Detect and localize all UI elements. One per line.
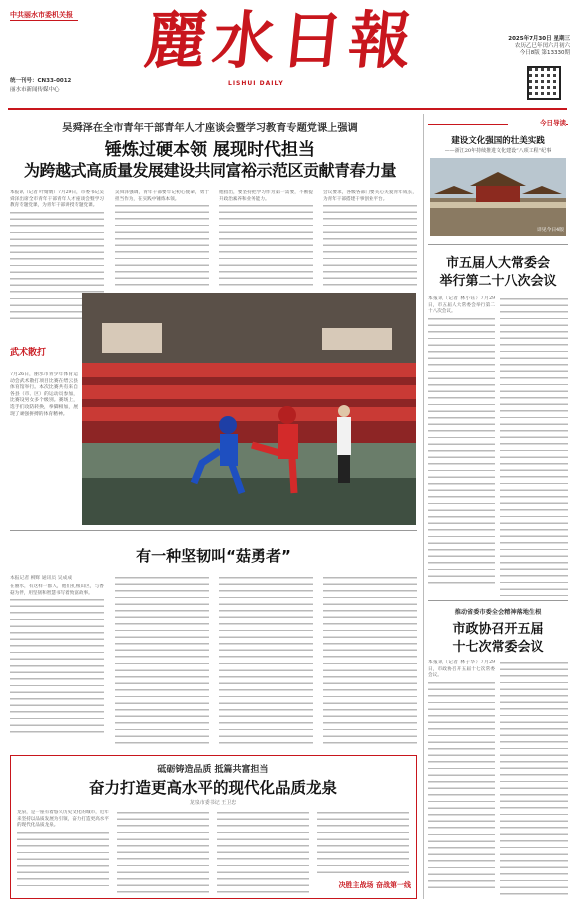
feature-col-1 bbox=[10, 584, 104, 744]
highlight-col-4 bbox=[317, 810, 409, 876]
text-lines bbox=[10, 597, 104, 737]
npc-story-col-2 bbox=[500, 296, 568, 596]
cppcc-story-col-2 bbox=[500, 660, 568, 898]
lead-column-1-text: 本报讯（记者 叶婧婧）7月29日，市委书记吴舜泽出席全市青年干部青年人才座谈会暨学习教育专题党课，为青年干部讲授专题党课。 bbox=[10, 190, 104, 209]
cppcc-story-col-1 bbox=[428, 660, 495, 898]
feature-col-3 bbox=[219, 575, 313, 745]
photo-caption-box bbox=[10, 345, 78, 515]
issuer-label: 丽水市新闻传媒中心 bbox=[10, 87, 60, 93]
feature-title: 有一种坚韧叫“菇勇者” bbox=[136, 547, 291, 565]
vertical-divider bbox=[423, 114, 424, 899]
text-lines bbox=[428, 680, 495, 892]
lunar-date: 农历乙巳年闰六月初六 bbox=[514, 43, 570, 49]
main-headline-1: 锤炼过硬本领 展现时代担当 bbox=[105, 140, 315, 160]
date-line: 2025年7月30日 星期三 bbox=[508, 36, 570, 42]
feature-col-4 bbox=[323, 575, 417, 745]
highlight-col-2 bbox=[117, 810, 209, 894]
highlight-story-box bbox=[10, 755, 417, 899]
date-block bbox=[470, 36, 570, 57]
issn-label: 统一刊号：CN33-0012 bbox=[10, 78, 72, 84]
cppcc-story-kicker: 推动省委市委全会精神落地生根 bbox=[454, 609, 542, 616]
text-lines bbox=[428, 316, 495, 586]
lead-column-4 bbox=[323, 190, 417, 290]
text-lines bbox=[115, 203, 209, 289]
guide-box bbox=[428, 114, 568, 241]
palace-photo-svg bbox=[430, 158, 566, 236]
divider bbox=[10, 530, 417, 531]
masthead bbox=[0, 0, 575, 108]
divider bbox=[428, 600, 568, 601]
highlight-byline: 龙泉市委书记 王卫忠 bbox=[189, 800, 237, 806]
npc-story-col-1 bbox=[428, 296, 495, 596]
feature-body-text: 在丽水，有这样一群人，他们扎根山区，与香菇为伴，用坚韧和智慧书写着致富故事。 bbox=[10, 584, 104, 596]
highlight-kicker: 砥砺铸造品质 抵篇共富担当 bbox=[157, 765, 269, 775]
text-lines bbox=[17, 830, 109, 890]
photo-caption-body: 7月26日，丽水市青少年体育运动会武术散打项目比赛在缙云县体育馆举行。本次比赛共有来自各县（市、区）的运动员参加，比赛设男女多个级别。赛场上，选手们攻防转换，拳脚相加，展现了顽强拼搏的体育精神。 bbox=[10, 372, 78, 417]
sanda-match-photo bbox=[82, 293, 416, 525]
highlight-body-text: 龙泉，是一座有着悠久历史文化的城市，近年来坚持以品质发展为引领，奋力打造更高水平的现代化品质龙泉。 bbox=[17, 810, 109, 829]
guide-page-ref: 详见今日4版 bbox=[536, 228, 564, 233]
lead-column-3 bbox=[219, 190, 313, 290]
lead-column-3-text: 他指出，要坚持把学习作为第一需要，不断提升政治素养和业务能力。 bbox=[219, 190, 313, 202]
feature-lead: 本报记者 柳辉 通讯员 吴成成 bbox=[10, 576, 73, 581]
publisher-label: 中共丽水市委机关报 bbox=[10, 11, 73, 19]
feature-col-2 bbox=[115, 575, 209, 745]
top-kicker: 吴舜泽在全市青年干部青年人才座谈会暨学习教育专题党课上强调 bbox=[62, 123, 358, 134]
lead-column-2-text: 吴舜泽强调，青年干部要牢记初心使命，勇于担当作为，在实践中锤炼本领。 bbox=[115, 190, 209, 202]
cppcc-story-title-2: 十七次常委会议 bbox=[452, 640, 544, 655]
npc-story-title-1: 市五届人大常委会 bbox=[445, 256, 550, 271]
sanda-match-photo-svg bbox=[82, 293, 416, 525]
publisher-underline bbox=[10, 20, 78, 21]
qr-code-icon bbox=[527, 66, 561, 100]
lead-column-4-text: 会议要求，各级各部门要关心关爱青年成长，为青年干部搭建干事创业平台。 bbox=[323, 190, 417, 202]
masthead-rule bbox=[8, 108, 567, 110]
text-lines bbox=[323, 203, 417, 289]
lead-column-2 bbox=[115, 190, 209, 290]
guide-label: 今日导读 bbox=[508, 118, 566, 127]
text-lines bbox=[219, 203, 313, 289]
main-headline-2: 为跨越式高质量发展建设共同富裕示范区贡献青春力量 bbox=[23, 161, 396, 180]
highlight-col-1 bbox=[17, 810, 109, 894]
divider bbox=[428, 244, 568, 245]
npc-story-title-2: 举行第二十八次会议 bbox=[439, 274, 557, 289]
guide-title: 建设文化强国的壮美实践 bbox=[451, 136, 545, 146]
npc-story-lead: 本报讯（记者 林小钰）7月29日，市五届人大常委会举行第二十八次会议。 bbox=[428, 296, 495, 315]
highlight-title: 奋力打造更高水平的现代化品质龙泉 bbox=[88, 779, 337, 797]
highlight-col-3 bbox=[217, 810, 309, 894]
cppcc-story-title-1: 市政协召开五届 bbox=[452, 622, 544, 637]
issue-number: 今日8版 第13330期 bbox=[519, 50, 570, 56]
guide-photo bbox=[430, 158, 566, 236]
photo-caption-title: 武术散打 bbox=[10, 348, 47, 358]
newspaper-title: 麗水日報 bbox=[141, 4, 421, 77]
cppcc-story-lead: 本报讯（记者 林子华）7月29日，市政协召开五届十七次常委会议。 bbox=[428, 660, 495, 679]
guide-subtitle: ——浙江20年持续推进文化建设“八项工程”纪事 bbox=[444, 148, 552, 154]
highlight-tag: 决胜主战场 奋战第一线 bbox=[338, 881, 411, 889]
newspaper-title-en: LISHUI DAILY bbox=[228, 80, 284, 87]
